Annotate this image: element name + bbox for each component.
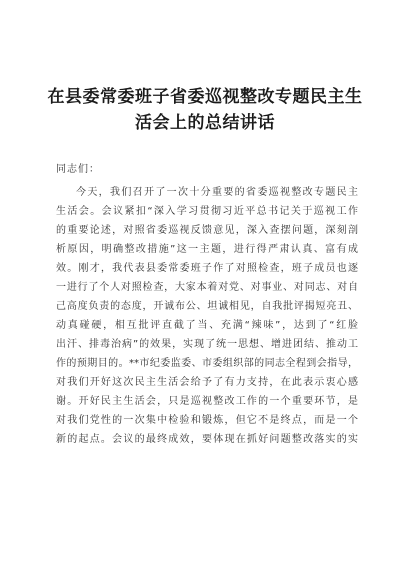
body-line: 效。刚才，我代表县委常委班子作了对照检查，班子成员也逐 [56,263,358,274]
body-line: 动真碰硬，相互批评直截了当、充满“辣味”，达到了“红脸 [56,320,358,331]
body-line: 析原因，明确整改措施”这一主题，进行得严肃认真、富有成 [56,244,358,255]
body-line: 的重要论述，对照省委巡视反馈意见，深入查摆问题，深刻剖 [56,225,358,236]
salutation: 同志们： [56,164,100,175]
title-line-1: 在县委常委班子省委巡视整改专题民主生 [47,87,363,107]
body-line: 新的起点。会议的最终成效，要体现在抓好问题整改落实的实 [56,434,358,445]
document-title [40,84,370,136]
body-line: 谢。开好民主生活会，只是巡视整改工作的一个重要环节，是 [56,396,358,407]
speech-body [56,183,358,449]
body-line: 对我们开好这次民主生活会给予了有力支持，在此表示衷心感 [56,377,358,388]
body-line: 己高度负责的态度，开诚布公、坦诚相见，自我批评揭短亮丑、 [56,301,358,312]
body-line: 一进行了个人对照检查，大家本着对党、对事业、对同志、对自 [56,282,358,293]
body-line: 今天，我们召开了一次十分重要的省委巡视整改专题民主 [76,187,358,198]
body-line: 生活会。会议紧扣“深入学习贯彻习近平总书记关于巡视工作 [56,206,358,217]
body-line: 出汗、排毒治病”的效果，实现了统一思想、增进团结、推动工 [56,339,358,350]
title-line-2: 活会上的总结讲话 [135,113,275,133]
body-line: 对我们党性的一次集中检验和锻炼，但它不是终点，而是一个 [56,415,358,426]
body-line: 作的预期目的。**市纪委监委、市委组织部的同志全程到会指导， [56,358,358,369]
